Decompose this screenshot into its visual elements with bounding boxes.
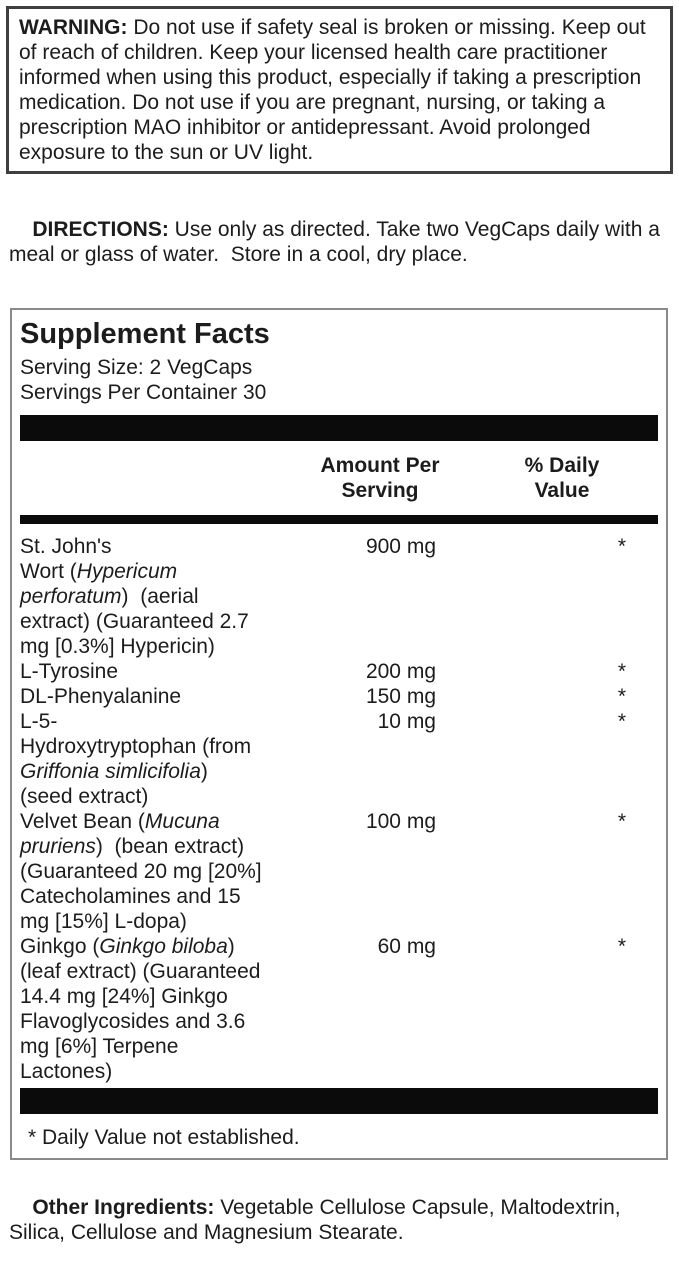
directions-text: Use only as directed. Take two VegCaps daily with a meal or glass of water. Store in a cool, dry place. [9,218,666,266]
daily-value-asterisk: * [617,685,626,708]
ingredient-header-spacer [20,453,320,503]
directions-label: DIRECTIONS: [32,218,169,241]
amount-header-line2: Serving [341,479,419,502]
ingredient-row [20,934,658,1084]
divider-bar-thick-top [20,415,658,441]
ingredient-name: DL-Phenyalanine [20,685,182,708]
ingredient-name: L-5- Hydroxytryptophan (from Griffonia simlicifolia) (seed extract) [20,710,252,808]
daily-value-asterisk: * [617,660,626,683]
dv-header-line1: % Daily [524,454,600,477]
divider-bar-thin [20,515,658,524]
ingredient-row [20,659,658,684]
ingredient-name: Velvet Bean (Mucuna pruriens) (bean extract) (Guaranteed 20 mg [20%] Catecholamines and 15 mg [15%] L-dopa) [20,810,262,933]
serving-size: Serving Size: 2 VegCaps [20,356,253,379]
daily-value-asterisk: * [617,810,626,833]
amount-value: 60 mg [377,935,436,958]
daily-value-asterisk: * [617,535,626,558]
warning-label: WARNING: [19,16,128,39]
divider-bar-thick-bottom [20,1088,658,1114]
other-ingredients-label: Other Ingredients: [32,1196,215,1219]
daily-value-footnote: * Daily Value not established. [28,1126,300,1149]
amount-value: 900 mg [365,535,436,558]
daily-value-asterisk: * [617,710,626,733]
supplement-label [0,6,679,1244]
table-header-row [20,441,658,515]
ingredient-name: L-Tyrosine [20,660,119,683]
amount-value: 150 mg [365,685,436,708]
ingredient-row [20,684,658,709]
amount-per-serving-header [320,453,440,503]
amount-value: 200 mg [365,660,436,683]
amount-value: 100 mg [365,810,436,833]
dv-header-line2: Value [534,479,590,502]
servings-per-container: Servings Per Container 30 [20,381,267,404]
other-ingredients-text: Vegetable Cellulose Capsule, Maltodextrin, Silica, Cellulose and Magnesium Stearate. [9,1196,627,1244]
ingredient-row [20,534,658,659]
warning-box [6,6,673,174]
ingredient-name: St. John's Wort (Hypericum perforatum) (aerial extract) (Guaranteed 2.7 mg [0.3%] Hypericin) [20,535,249,658]
ingredient-row [20,709,658,809]
other-ingredients [9,1170,671,1270]
daily-value-asterisk: * [617,935,626,958]
supplement-facts-panel [10,308,668,1160]
ingredient-rows [18,524,660,1086]
panel-title: Supplement Facts [20,318,270,350]
amount-value: 10 mg [377,710,436,733]
ingredient-name: Ginkgo (Ginkgo biloba) (leaf extract) (Guaranteed 14.4 mg [24%] Ginkgo Flavoglycosides and 3.6 mg [6%] Terpene Lactones) [20,935,261,1083]
directions [9,192,671,292]
amount-header-line1: Amount Per [320,454,440,477]
percent-daily-value-header [440,453,658,503]
warning-text: Do not use if safety seal is broken or missing. Keep out of reach of children. Keep your licensed health care practitioner informed when using this product, especially if taking a prescription medication. Do not use if you are pregnant, nursing, or taking a prescription MAO inhibitor or antidepressant. Avoid prolonged exposure to the sun or UV light. [19,16,646,164]
ingredient-row [20,809,658,934]
